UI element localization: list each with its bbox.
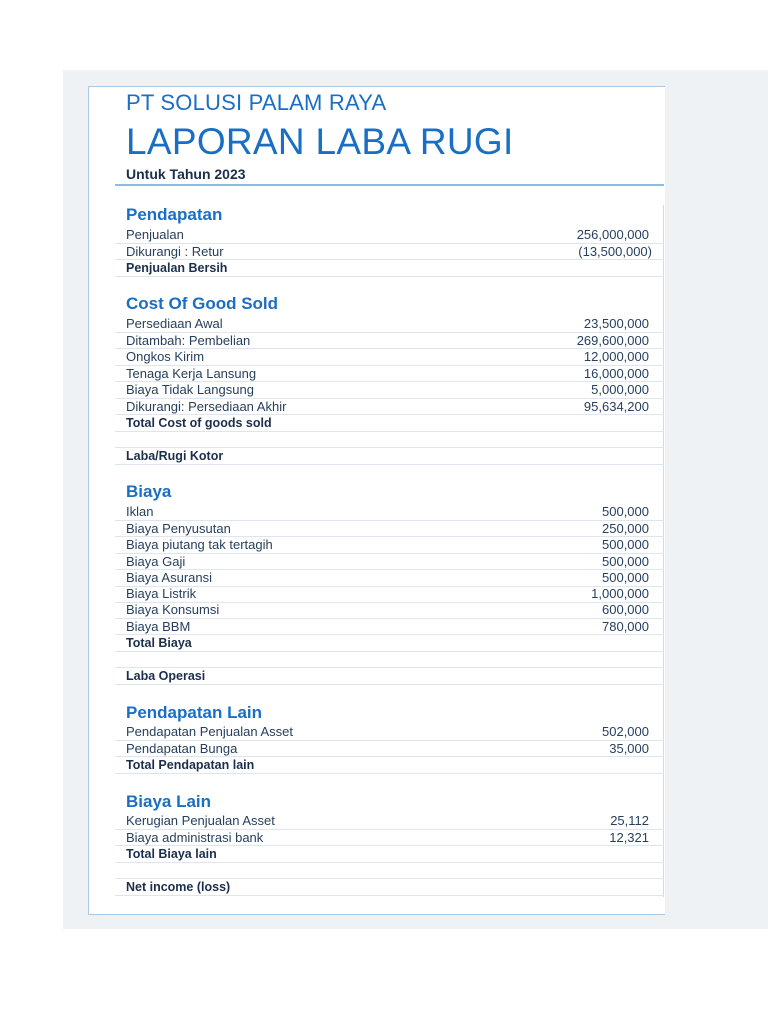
- report-period: Untuk Tahun 2023: [126, 166, 246, 182]
- row-tenaga-kerja: [115, 366, 664, 383]
- row-iklan: [115, 504, 664, 521]
- row-persediaan-awal: [115, 316, 664, 333]
- row-ongkos-kirim: [115, 349, 664, 366]
- row-label: Pendapatan Bunga: [126, 740, 238, 756]
- row-biaya-tidak-langsung: [115, 382, 664, 399]
- section-pendapatan-lain-title: Pendapatan Lain: [126, 703, 263, 722]
- row-value: 16,000,000: [583, 365, 649, 381]
- section-biaya-lain-title: Biaya Lain: [126, 792, 212, 811]
- row-label: Tenaga Kerja Lansung: [126, 365, 257, 381]
- row-blank: [115, 863, 664, 880]
- row-label: Laba/Rugi Kotor: [126, 449, 224, 463]
- row-penjualan: [115, 227, 664, 244]
- row-kerugian-penjualan-asset: [115, 813, 664, 830]
- row-value: 35,000: [609, 740, 649, 756]
- row-value: (13,500,000): [578, 243, 652, 259]
- row-label: Total Biaya lain: [126, 847, 217, 861]
- row-value: 780,000: [602, 618, 649, 634]
- row-label: Biaya piutang tak tertagih: [126, 537, 273, 552]
- section-cogs-title: Cost Of Good Sold: [126, 294, 279, 313]
- row-label: Dikurangi: Persediaan Akhir: [126, 398, 287, 414]
- row-biaya-administrasi-bank: [115, 830, 664, 847]
- row-label: Penjualan: [126, 227, 184, 242]
- row-label: Total Cost of goods sold: [126, 416, 272, 430]
- row-biaya-listrik: [115, 586, 664, 603]
- row-value: 250,000: [602, 520, 649, 536]
- row-total-biaya: [115, 635, 664, 652]
- row-net-income: [115, 879, 664, 896]
- row-biaya-konsumsi: [115, 602, 664, 619]
- row-label: Net income (loss): [126, 880, 231, 894]
- row-penjualan-bersih: [115, 260, 664, 277]
- report-title: LAPORAN LABA RUGI: [126, 121, 514, 162]
- row-label: Biaya administrasi bank: [126, 829, 264, 845]
- section-pendapatan-title: Pendapatan: [126, 205, 223, 224]
- row-laba-operasi: [115, 668, 664, 685]
- row-label: Penjualan Bersih: [126, 261, 228, 275]
- row-label: Ongkos Kirim: [126, 349, 205, 364]
- row-label: Iklan: [126, 504, 154, 519]
- row-pendapatan-bunga: [115, 741, 664, 758]
- row-retur: [115, 244, 664, 261]
- row-label: Kerugian Penjualan Asset: [126, 813, 275, 828]
- row-label: Persediaan Awal: [126, 316, 223, 331]
- row-total-pendapatan-lain: [115, 757, 664, 774]
- row-laba-rugi-kotor: [115, 448, 664, 465]
- row-label: Biaya Gaji: [126, 553, 186, 569]
- row-label: Biaya BBM: [126, 618, 191, 634]
- row-value: 5,000,000: [591, 382, 649, 397]
- row-biaya-gaji: [115, 554, 664, 571]
- company-name: PT SOLUSI PALAM RAYA: [126, 90, 387, 115]
- row-value: 12,000,000: [583, 349, 649, 364]
- row-blank: [115, 652, 664, 669]
- row-persediaan-akhir: [115, 399, 664, 416]
- row-value: 12,321: [609, 829, 649, 845]
- section-biaya-title: Biaya: [126, 482, 172, 501]
- row-value: 500,000: [602, 553, 649, 569]
- row-label: Biaya Tidak Langsung: [126, 382, 254, 397]
- row-value: 269,600,000: [576, 332, 649, 348]
- row-total-biaya-lain: [115, 846, 664, 863]
- row-value: 500,000: [602, 537, 649, 552]
- row-label: Biaya Konsumsi: [126, 602, 220, 617]
- row-pembelian: [115, 333, 664, 350]
- row-label: Biaya Listrik: [126, 586, 197, 601]
- title-divider: [115, 184, 664, 186]
- row-biaya-bbm: [115, 619, 664, 636]
- row-biaya-penyusutan: [115, 521, 664, 538]
- row-label: Laba Operasi: [126, 669, 206, 683]
- row-value: 95,634,200: [583, 398, 649, 414]
- row-label: Biaya Asuransi: [126, 570, 212, 585]
- row-value: 500,000: [602, 504, 649, 519]
- row-value: 600,000: [602, 602, 649, 617]
- row-pendapatan-penjualan-asset: [115, 724, 664, 741]
- row-blank: [115, 432, 664, 449]
- row-value: 256,000,000: [576, 227, 649, 242]
- row-label: Ditambah: Pembelian: [126, 332, 251, 348]
- row-total-cogs: [115, 415, 664, 432]
- row-label: Total Biaya: [126, 636, 192, 650]
- row-value: 25,112: [610, 813, 649, 828]
- row-value: 500,000: [602, 570, 649, 585]
- row-biaya-piutang: [115, 537, 664, 554]
- row-label: Biaya Penyusutan: [126, 520, 231, 536]
- row-label: Dikurangi : Retur: [126, 243, 224, 259]
- row-label: Pendapatan Penjualan Asset: [126, 724, 293, 739]
- row-value: 23,500,000: [583, 316, 649, 331]
- row-value: 1,000,000: [591, 586, 649, 601]
- row-value: 502,000: [602, 724, 649, 739]
- row-label: Total Pendapatan lain: [126, 758, 255, 772]
- row-biaya-asuransi: [115, 570, 664, 587]
